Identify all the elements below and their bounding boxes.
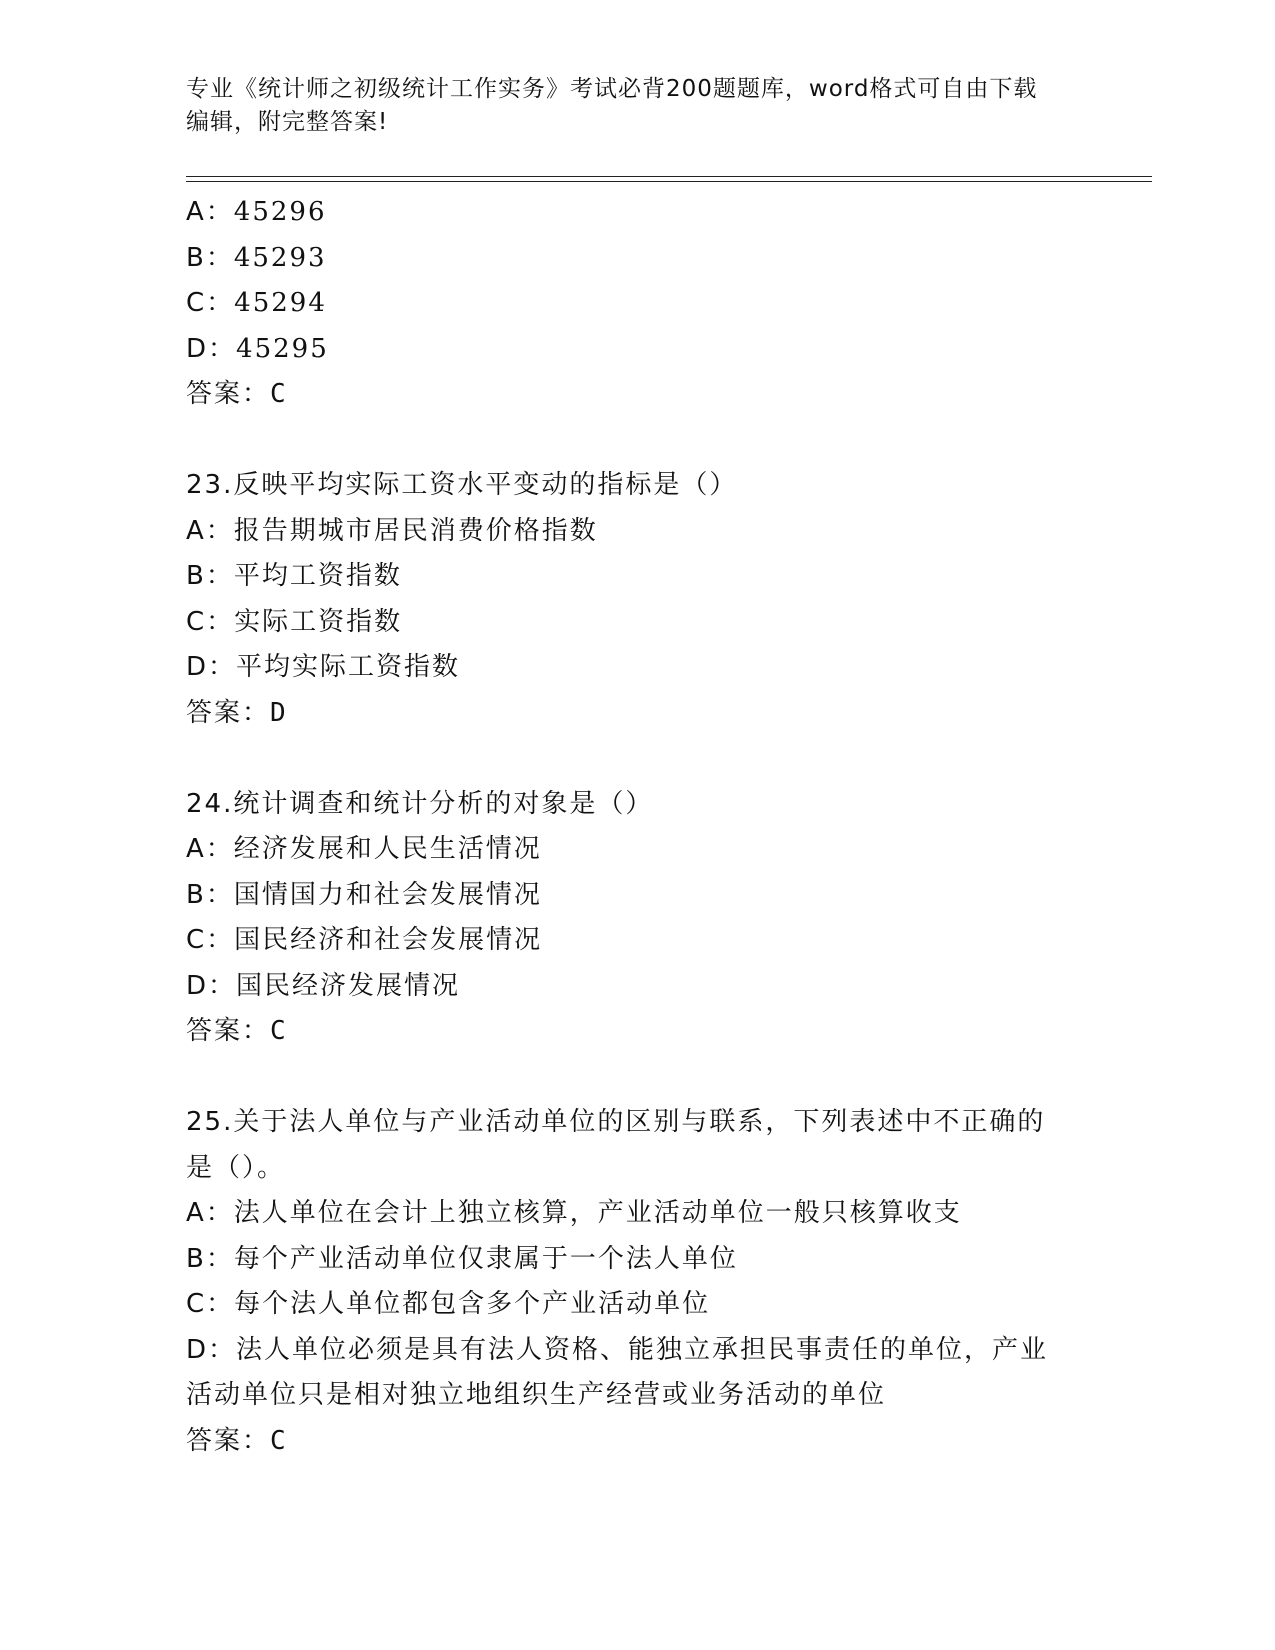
header-rule-top <box>186 176 1152 177</box>
question-list <box>186 190 1086 1464</box>
option-d: D：45295 <box>186 333 329 364</box>
header-rule-bottom <box>186 181 1152 182</box>
question-23 <box>186 463 1086 736</box>
option-b: B：国情国力和社会发展情况 <box>186 879 542 910</box>
option-a: A：经济发展和人民生活情况 <box>186 834 542 864</box>
header-line-1: 专业《统计师之初级统计工作实务》考试必背200题题库，word格式可自由下载 <box>186 76 1038 102</box>
question-24 <box>186 782 1086 1055</box>
question-22 <box>186 190 1086 418</box>
option-d: D：平均实际工资指数 <box>186 652 461 682</box>
answer: 答案：C <box>186 379 288 409</box>
option-d: D：国民经济发展情况 <box>186 970 461 1001</box>
option-b: B：每个产业活动单位仅隶属于一个法人单位 <box>186 1243 738 1274</box>
option-c: C：实际工资指数 <box>186 606 403 637</box>
document-header <box>186 73 1086 139</box>
question-title: 24.统计调查和统计分析的对象是（） <box>186 788 654 819</box>
option-c: C：45294 <box>186 288 327 318</box>
answer: 答案：C <box>186 1425 288 1456</box>
option-d-line-2: 活动单位只是相对独立地组织生产经营或业务活动的单位 <box>186 1380 887 1410</box>
option-c: C：国民经济和社会发展情况 <box>186 925 543 955</box>
option-b: B：平均工资指数 <box>186 561 402 591</box>
question-title-line-1: 25.关于法人单位与产业活动单位的区别与联系，下列表述中不正确的 <box>186 1107 1046 1137</box>
question-title: 23.反映平均实际工资水平变动的指标是（） <box>186 470 738 500</box>
option-c: C：每个法人单位都包含多个产业活动单位 <box>186 1289 711 1319</box>
header-line-2: 编辑，附完整答案! <box>186 109 389 135</box>
option-a: A：45296 <box>186 197 327 227</box>
option-a: A：法人单位在会计上独立核算，产业活动单位一般只核算收支 <box>186 1198 962 1228</box>
question-25 <box>186 1100 1086 1464</box>
question-title-line-2: 是（）。 <box>186 1152 286 1183</box>
answer: 答案：C <box>186 1016 288 1046</box>
option-b: B：45293 <box>186 242 327 273</box>
answer: 答案：D <box>186 697 288 728</box>
option-d-line-1: D：法人单位必须是具有法人资格、能独立承担民事责任的单位，产业 <box>186 1334 1049 1365</box>
option-a: A：报告期城市居民消费价格指数 <box>186 515 598 546</box>
